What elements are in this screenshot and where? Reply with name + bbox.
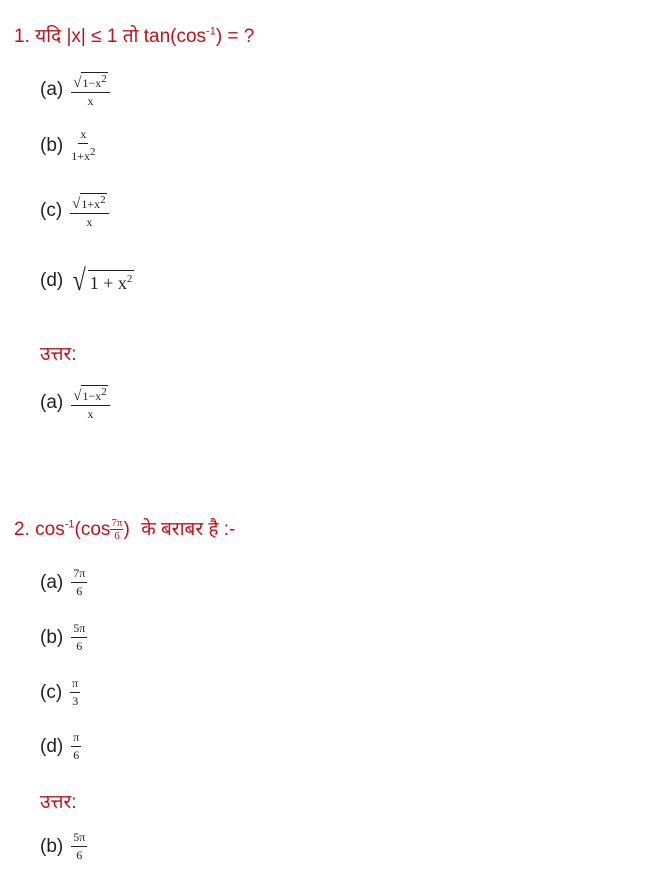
le-sign: ≤ [91,26,102,47]
question-text: के बराबर है :- [141,519,236,540]
fraction: $\frac{7\pi}{6}$ [73,566,86,598]
question-number: 1. [14,26,30,47]
question-text-2: तो [122,26,139,47]
option-b [40,128,96,163]
fraction: √ $1-x^2$ x [71,385,110,421]
fraction: √ $1+x^2$ x [70,193,109,229]
answer [40,385,110,421]
abs-x: |x| [66,26,86,47]
answer-heading: उत्तर: [40,344,77,365]
option-label: (a) [40,392,64,413]
answer [40,831,87,862]
option-label: (c) [40,681,63,703]
option-c [40,677,80,708]
question-text: यदि [35,26,62,47]
fraction: √ $1-x^2$ x [71,72,110,108]
option-label: (a) [40,79,64,100]
option-a [40,567,87,598]
option-label: (d) [40,735,64,757]
question-number: 2. [14,519,30,540]
question-2 [14,515,235,542]
option-b [40,622,87,653]
option-d [40,266,134,296]
fraction: $\frac{\pi}{3}$ [72,676,79,708]
fraction: $\frac{5\pi}{6}$ [73,621,86,653]
fraction: $\frac{\pi}{6}$ [73,730,80,762]
question-1 [14,22,254,48]
fraction: $\frac{5\pi}{6}$ [73,830,86,862]
option-c [40,193,109,229]
option-label: (c) [40,200,63,221]
option-label: (b) [40,626,64,648]
fraction: $\frac{x}{1+x^2}$ [71,127,96,163]
answer-heading: उत्तर: [40,792,77,813]
expression: $\cos^{-1}(\cos$ $\frac{7\pi}{6}$ ) [35,517,130,543]
option-label: (b) [40,835,64,857]
one: 1 [106,26,118,47]
radical: √ $1 + x^2$ [72,264,133,297]
option-a [40,72,110,108]
option-label: (a) [40,571,64,593]
expression: $\tan(\cos^{-1})$ = ? [143,25,255,47]
option-label: (d) [40,270,64,291]
option-d [40,731,81,762]
option-label: (b) [40,134,64,156]
